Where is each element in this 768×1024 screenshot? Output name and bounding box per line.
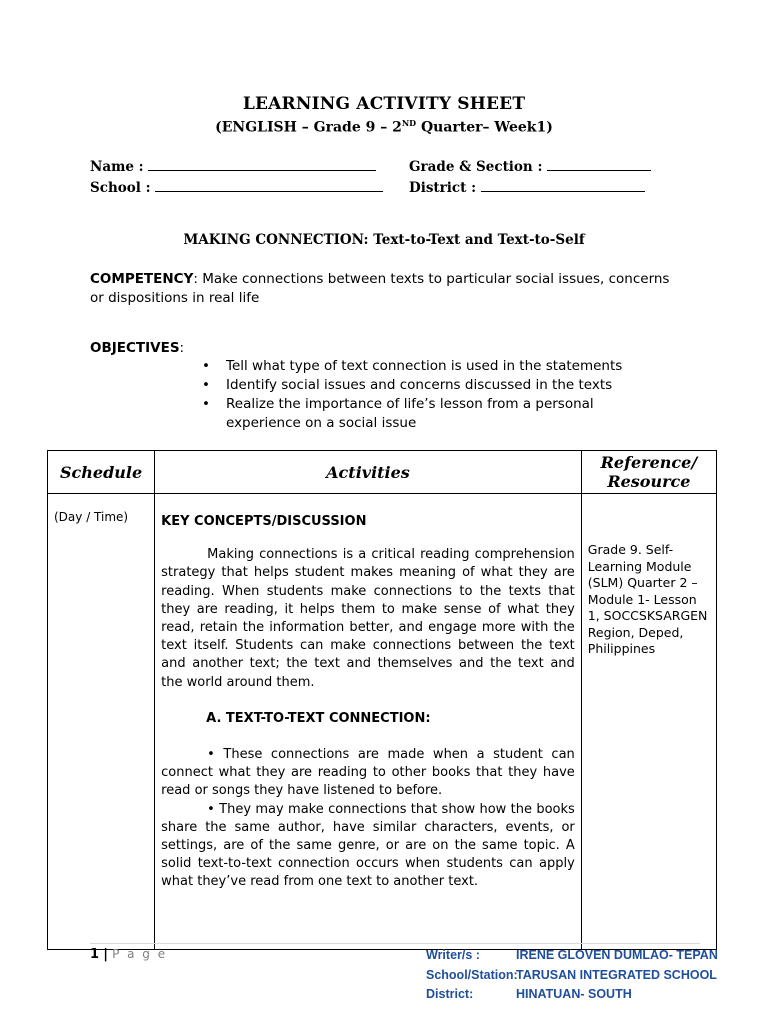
school-blank[interactable] xyxy=(155,179,383,192)
reference-header: Reference/ Resource xyxy=(581,451,716,494)
objective-item: • Identify social issues and concerns discussed in the texts xyxy=(202,376,672,395)
key-concepts-heading: KEY CONCEPTS/DISCUSSION xyxy=(161,514,367,529)
footer-district-label: District: xyxy=(426,987,474,1001)
competency-text: : Make connections between texts to particular social issues, concerns or dispositions in real life xyxy=(90,271,670,306)
grade-section-blank[interactable] xyxy=(547,158,651,171)
sheet-subtitle: (ENGLISH – Grade 9 – 2ND Quarter– Week1) xyxy=(215,118,553,136)
district-label: District : xyxy=(409,180,477,196)
page-number: 1 | P a g e xyxy=(90,947,168,962)
district-field[interactable] xyxy=(409,179,645,196)
school-label: School : xyxy=(90,180,151,196)
bullet-paragraph: • They may make connections that show how the books share the same author, have similar characters, events, or settings, are of the same genre, or are on the same topic. A solid text-to-text connection occurs when students can apply what they’ve read from one text to another text. xyxy=(161,801,575,890)
reference-cell: Grade 9. Self-Learning Module (SLM) Quarter 2 – Module 1- Lesson 1, SOCCSKSARGEN Region, Deped, Philippines xyxy=(581,494,716,950)
footer-divider xyxy=(90,943,700,944)
table-row xyxy=(48,494,717,950)
objective-item: • Tell what type of text connection is used in the statements xyxy=(202,357,672,376)
section-title: MAKING CONNECTION: Text-to-Text and Text-to-Self xyxy=(183,232,585,248)
school-station-label: School/Station: xyxy=(426,968,518,982)
concept-paragraph: Making connections is a critical reading comprehension strategy that helps student makes meaning of what they are reading. When students make connections to the texts that they are reading, it helps them to make sense of what they read, retain the information better, and engage more with the text itself. Students can make connections between the text and another text; the text and themselves and the text and the world around them. xyxy=(161,547,575,690)
bullet-paragraph: • These connections are made when a student can connect what they are reading to other books that they have read or songs they have listened to before. xyxy=(161,747,575,799)
text-to-text-heading: A. TEXT-TO-TEXT CONNECTION: xyxy=(206,710,431,726)
grade-section-label: Grade & Section : xyxy=(409,159,543,175)
activities-header: Activities xyxy=(155,451,582,494)
school-field[interactable] xyxy=(90,179,383,196)
name-blank[interactable] xyxy=(148,158,376,171)
district-blank[interactable] xyxy=(481,179,645,192)
objectives-label: OBJECTIVES xyxy=(90,340,180,356)
sheet-title: LEARNING ACTIVITY SHEET xyxy=(242,94,526,114)
competency-label: COMPETENCY xyxy=(90,271,194,287)
schedule-header: Schedule xyxy=(48,451,155,494)
name-field[interactable] xyxy=(90,158,376,175)
competency-statement xyxy=(90,270,670,308)
name-label: Name : xyxy=(90,159,144,175)
activities-cell xyxy=(155,494,582,950)
table-header-row xyxy=(48,451,717,494)
writer-label: Writer/s : xyxy=(426,948,480,962)
objectives-list xyxy=(202,357,672,433)
footer-district-value: HINATUAN- SOUTH xyxy=(516,987,632,1001)
objectives-heading: OBJECTIVES: xyxy=(90,340,185,356)
school-station-value: TARUSAN INTEGRATED SCHOOL xyxy=(516,968,717,982)
activity-table xyxy=(47,450,717,950)
writer-value: IRENE GLOVEN DUMLAO- TEPAN xyxy=(516,948,718,962)
grade-section-field[interactable] xyxy=(409,158,651,175)
schedule-cell: (Day / Time) xyxy=(48,494,155,950)
objective-item: • Realize the importance of life’s lesson from a personal experience on a social issue xyxy=(202,395,672,433)
